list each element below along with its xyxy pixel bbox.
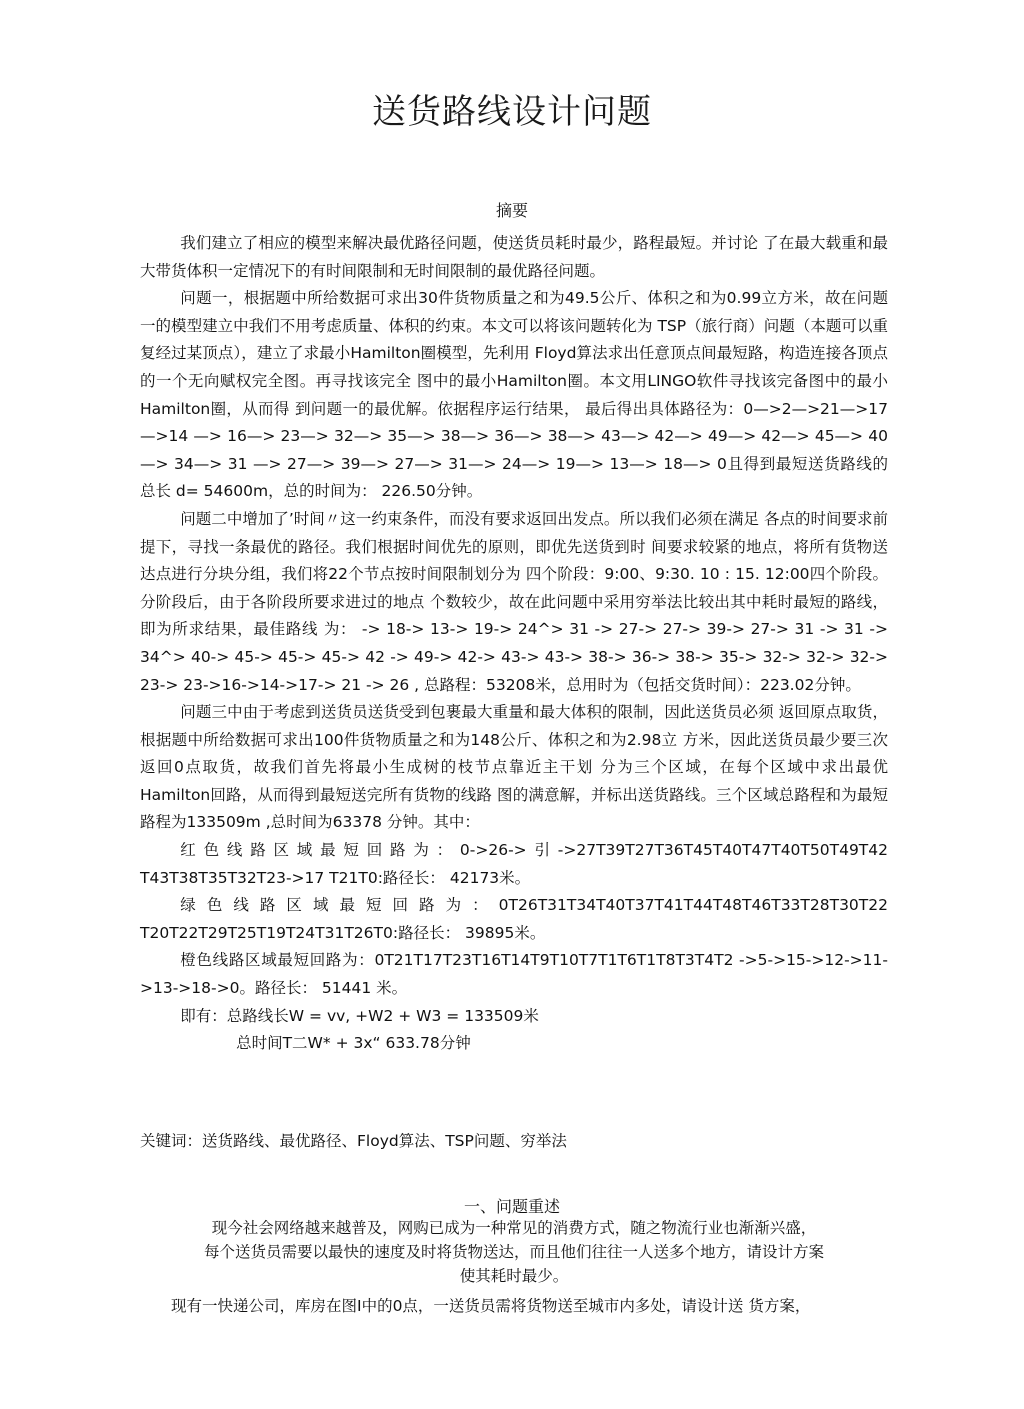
- restatement-line-2: 每个送货员需要以最快的速度及时将货物送达，而且他们往往一人送多个地方，请设计方案: [203, 1243, 824, 1261]
- abstract-paragraph-problem-one: 问题一，根据题中所给数据可求出30件货物质量之和为49.5公斤、体积之和为0.99立方米，故在问题一的模型建立中我们不用考虑质量、体积的约束。本文可以将该问题转化为 TSP（旅行商）问题（本题可以重复经过某顶点），建立了求最小Hamilton圈模型，先利用 Floyd算法求出任意顶点间最短路，构造连接各顶点的一个无向赋权完全图。再寻找该完全 图中的最小Hamilton圈。本文用LINGO软件寻找该完备图中的最小Hamilton圈，从而得 到问题一的最优解。依据程序运行结果， 最后得出具体路径为：0—>2—>21—>17—>14 —> 16—> 23—> 32—> 35—> 38—> 36—> 38—> 43—> 42—> 49—> 42—> 45—> 40—> 34—> 31 —> 27—> 39—> 27—> 31—> 24—> 19—> 13—> 18—> 0且得到最短送货路线的总长 d= 54600m，总的时间为： 226.50分钟。: [140, 289, 888, 501]
- abstract-orange-route: 橙色线路区域最短回路为：0T21T17T23T16T14T9T10T7T1T6T1T8T3T4T2 ->5->15->12->11->13->18->0。路径长： 51441 米。: [140, 951, 888, 998]
- abstract-paragraph-problem-two: 问题二中增加了’时间〃这一约束条件，而没有要求返回出发点。所以我们必须在满足 各点的时间要求前提下，寻找一条最优的路径。我们根据时间优先的原则，即优先送货到时 间要求较紧的地点，将所有货物送达点进行分块分组，我们将22个节点按时间限制划分为 四个阶段：9:00、9:30. 10 : 15. 12:00四个阶段。分阶段后，由于各阶段所要求进过的地点 个数较少，故在此问题中采用穷举法比较出其中耗时最短的路线，即为所求结果，最佳路线 为： -> 18-> 13-> 19-> 24^> 31 -> 27-> 27-> 39-> 27-> 31 -> 31 -> 34^> 40-> 45-> 45-> 45-> 42 -> 49-> 42-> 43-> 43-> 38-> 36-> 38-> 35-> 32-> 32-> 32-> 23-> 23->16->14->17-> 21 -> 26 , 总路程：53208米，总用时为（包括交货时间）：223.02分钟。: [140, 509, 888, 694]
- abstract-total-time: 总时间T二W* + 3x“ 633.78分钟: [236, 1034, 471, 1053]
- document-title: 送货路线设计问题: [372, 92, 652, 132]
- abstract-body: [140, 230, 888, 1058]
- abstract-total-length: 即有：总路线长W = vv, +W2 + W3 = 133509米: [180, 1006, 539, 1025]
- abstract-red-route: 红色线路区域最短回路为：0->26->引->27T39T27T36T45T40T47T40T50T49T42 T43T38T35T32T23->17 T21T0:路径长： 42173米。: [140, 841, 888, 887]
- keywords-line: 关键词：送货路线、最优路径、Floyd算法、TSP问题、穷举法: [140, 1132, 567, 1150]
- section-restatement-body: [140, 1216, 888, 1318]
- section-heading-restatement: 一、问题重述: [463, 1197, 560, 1216]
- abstract-green-route: 绿色线路区域最短回路为：0T26T31T34T40T37T41T44T48T46T33T28T30T22 T20T22T29T25T19T24T31T26T0:路径长： 39895米。: [140, 896, 888, 942]
- restatement-line-1: 现今社会网络越来越普及，网购已成为一种常见的消费方式，随之物流行业也渐渐兴盛，: [211, 1219, 817, 1237]
- abstract-paragraph-problem-three: 问题三中由于考虑到送货员送货受到包裹最大重量和最大体积的限制，因此送货员必须 返回原点取货，根据题中所给数据可求出100件货物质量之和为148公斤、体积之和为2.98立 方米，因此送货员最少要三次返回0点取货，故我们首先将最小生成树的枝节点靠近主干划 分为三个区域，在每个区域中求出最优Hamilton回路，从而得到最短送完所有货物的线路 图的满意解，并标出送货路线。三个区域总路程和为最短路程为133509m ,总时间为63378 分钟。其中：: [140, 703, 888, 832]
- restatement-line-3: 使其耗时最少。: [459, 1267, 569, 1285]
- restatement-line-4: 现有一快递公司，库房在图I中的0点，一送货员需将货物送至城市内多处，请设计送 货方案，: [171, 1297, 811, 1315]
- abstract-heading: 摘要: [495, 201, 528, 220]
- abstract-paragraph-intro: 我们建立了相应的模型来解决最优路径问题，使送货员耗时最少，路程最短。并讨论 了在最大载重和最大带货体积一定情况下的有时间限制和无时间限制的最优路径问题。: [140, 234, 888, 280]
